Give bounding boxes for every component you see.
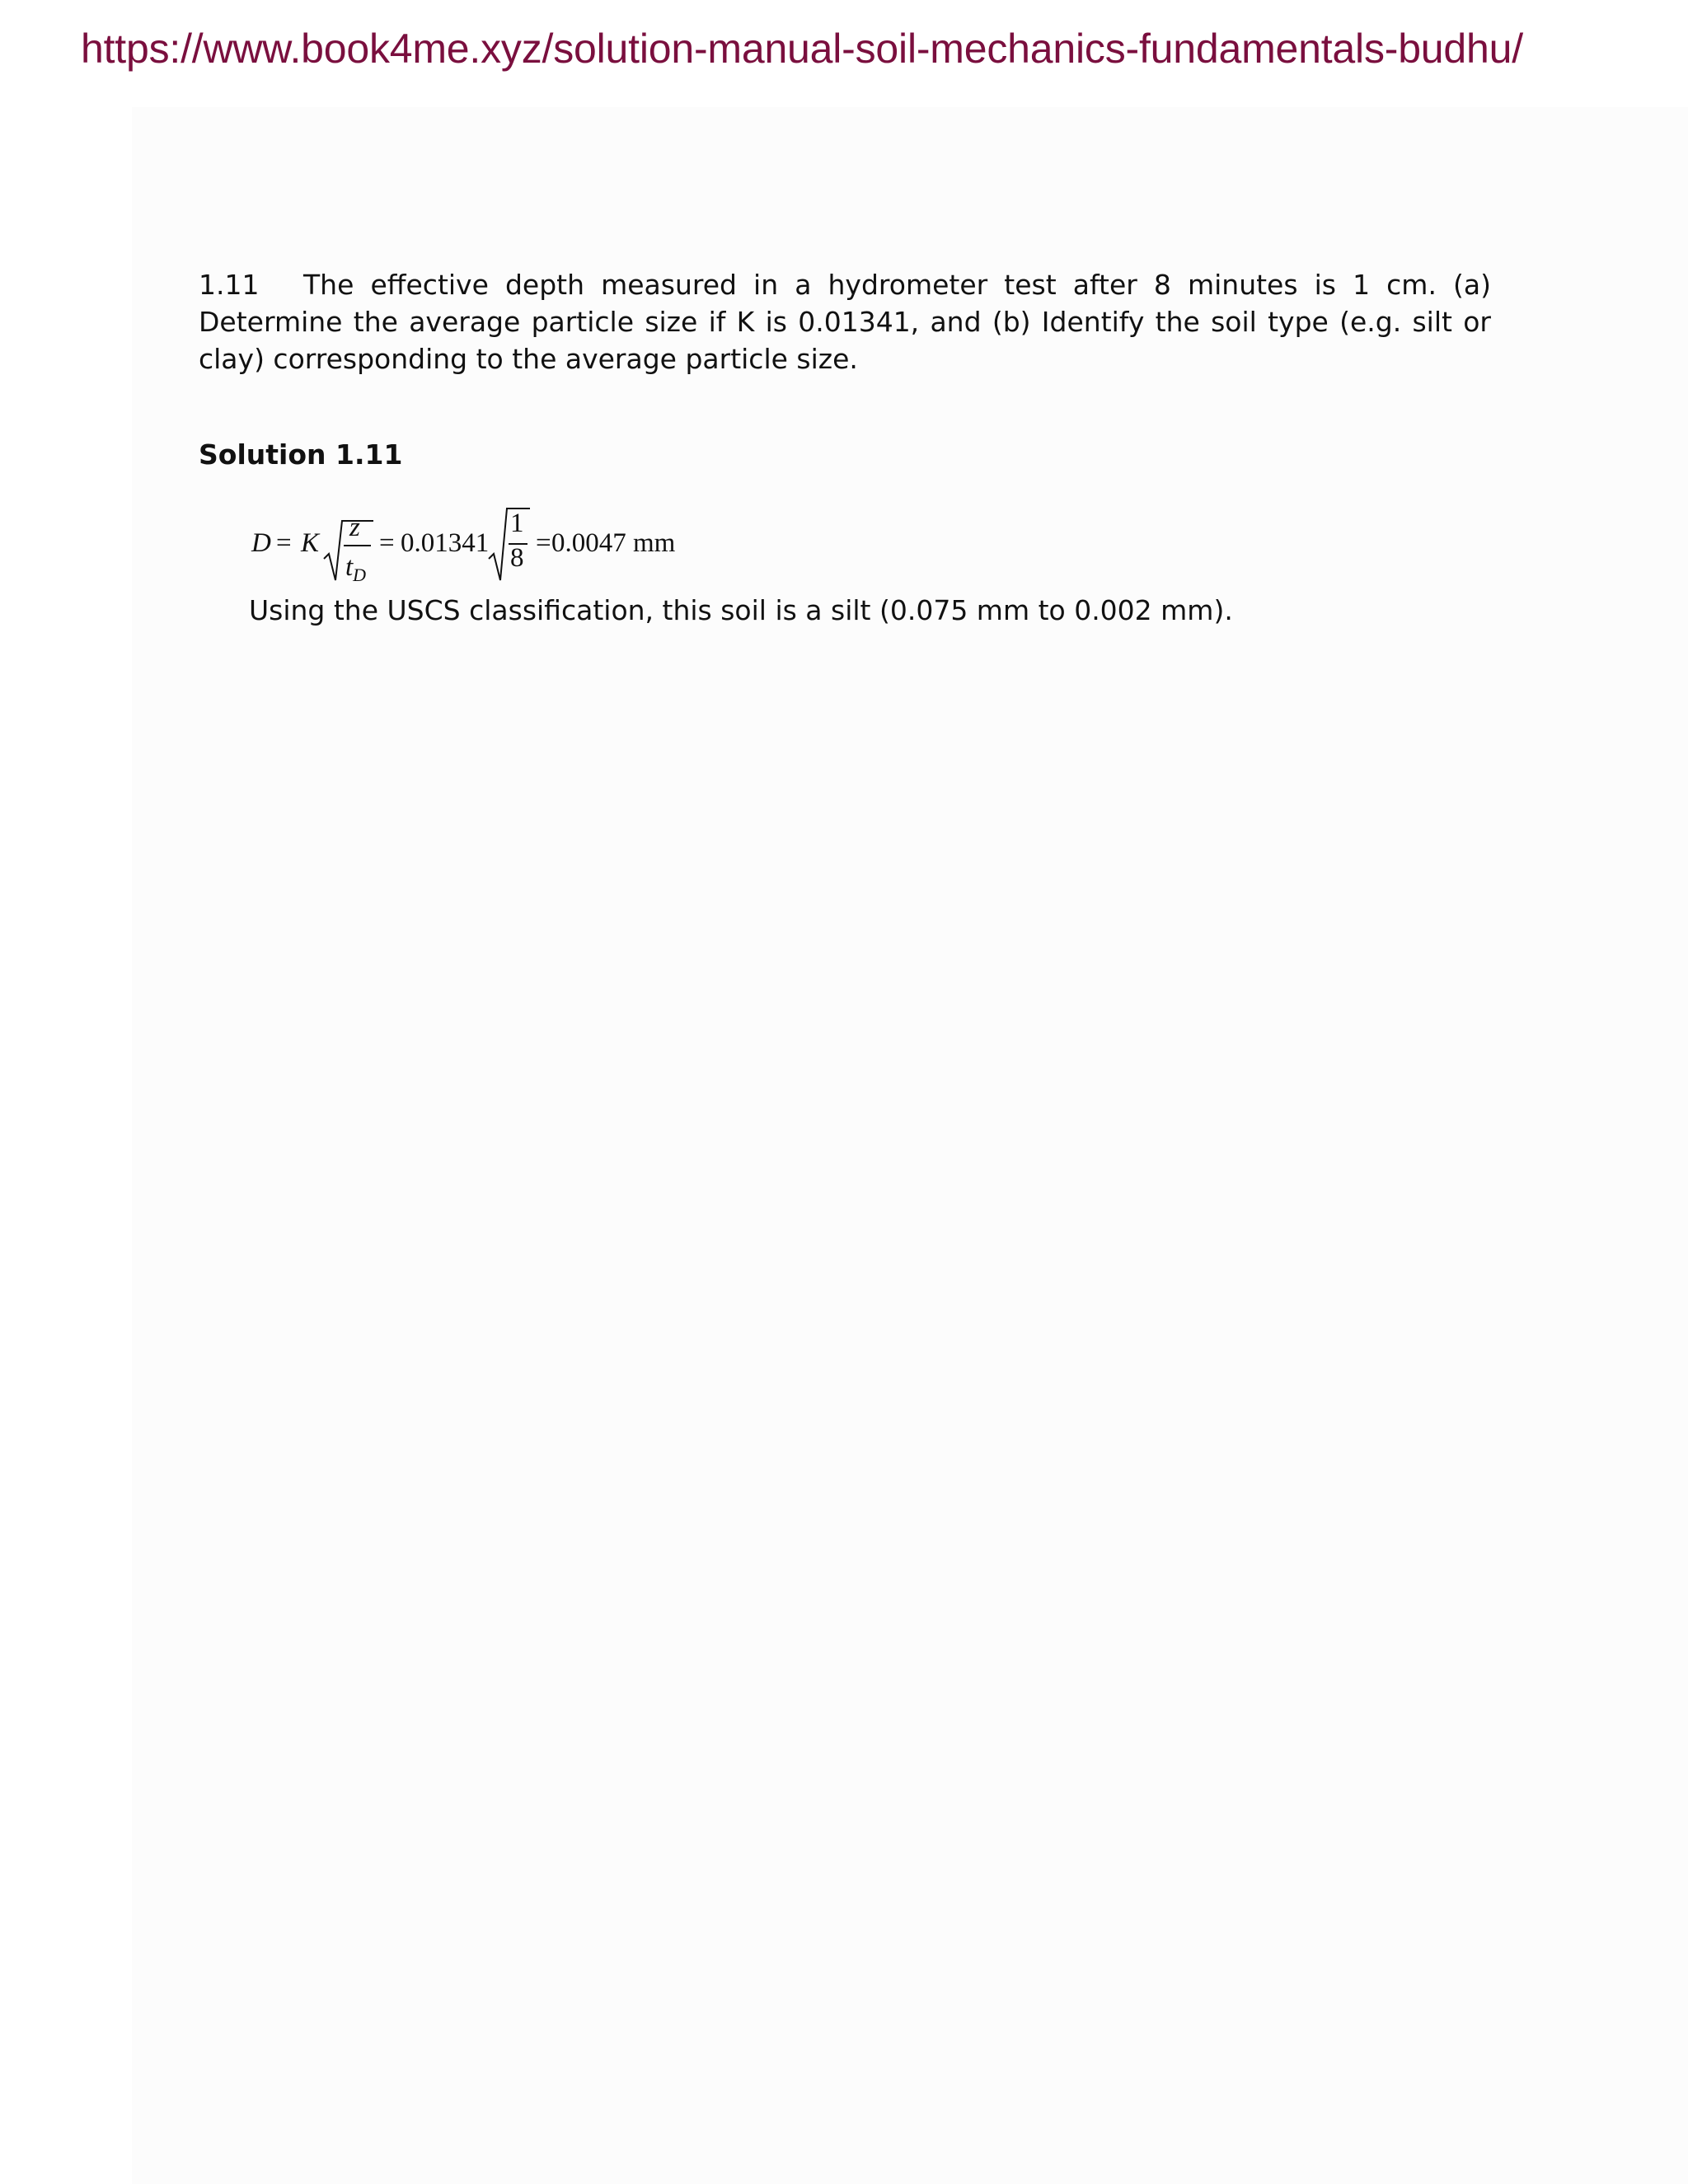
problem-statement (199, 266, 1491, 377)
problem-text: The effective depth measured in a hydrometer test after 8 minutes is 1 cm. (a) Determine the average particle size if K is 0.01341, and (b) Identify the soil type (e.g. silt or clay) corresponding to the average particle size. (199, 269, 1491, 375)
equation-equals-1: = (276, 528, 292, 558)
solution-conclusion: Using the USCS classification, this soil is a silt (0.075 mm to 0.002 mm). (249, 594, 1233, 626)
equation-denominator: 8 (510, 543, 524, 573)
particle-size-equation (247, 494, 742, 593)
equation-result: 0.0047 mm (551, 528, 676, 558)
equation-equals-3: = (536, 528, 551, 558)
document-page (132, 107, 1688, 2184)
problem-number: 1.11 (199, 269, 260, 301)
equation-equals-2: = (379, 528, 395, 558)
equation-numerator: 1 (510, 509, 524, 538)
equation-t-symbol: $t_D$ (345, 552, 367, 585)
solution-heading: Solution 1.11 (199, 438, 403, 471)
equation-k-value: 0.01341 (401, 528, 490, 558)
source-url-banner[interactable]: https://www.book4me.xyz/solution-manual-soil-mechanics-fundamentals-budhu/ (81, 26, 1523, 72)
equation-k-symbol: K (301, 528, 320, 558)
equation-lhs: D (251, 528, 271, 558)
equation-z-symbol: z (349, 513, 360, 542)
